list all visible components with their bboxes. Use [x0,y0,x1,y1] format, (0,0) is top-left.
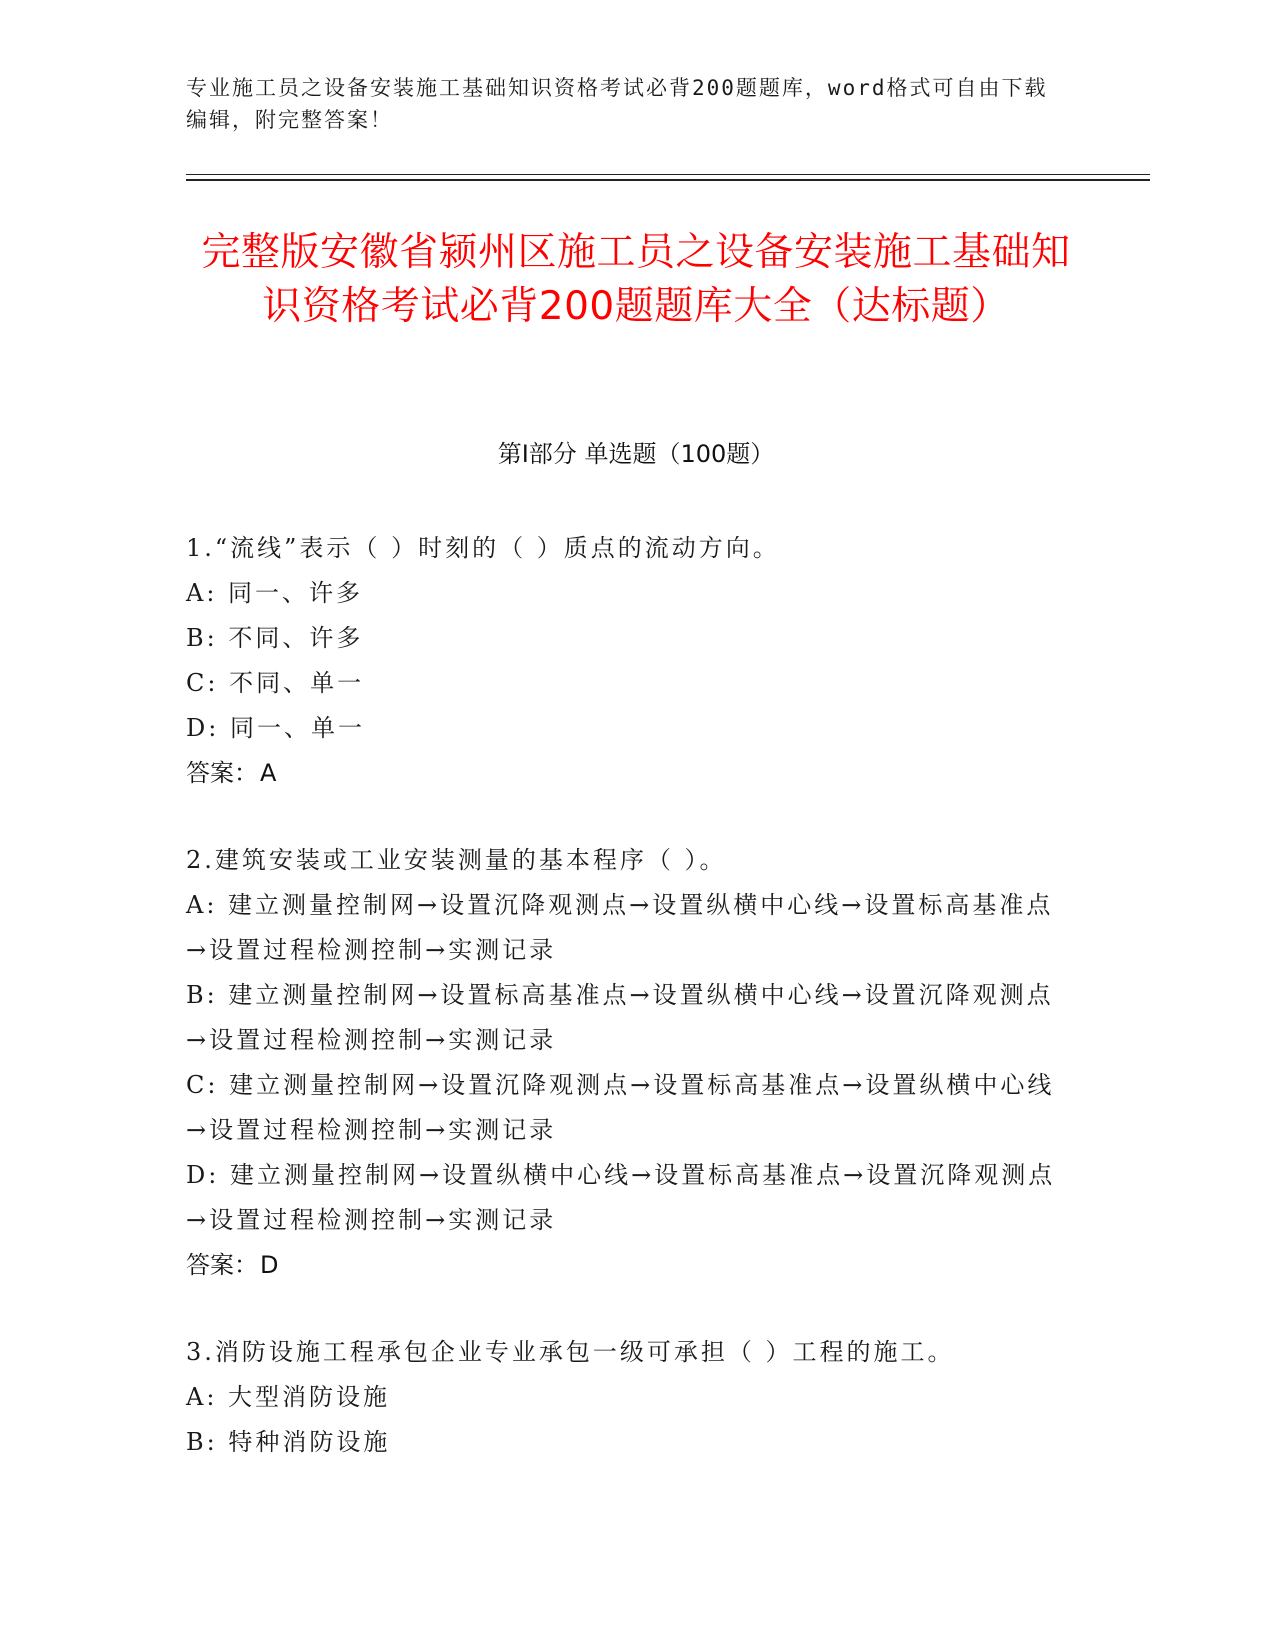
question-list [186,526,1066,1507]
answer-value: D [260,1251,279,1279]
answer-line [186,751,1066,796]
option-c: C: 不同、单一 [186,669,365,697]
option-c: C: 建立测量控制网→设置沉降观测点→设置标高基准点→设置纵横中心线→设置过程检测控制→实测记录 [186,1071,1055,1144]
option-d: D: 同一、单一 [186,714,365,742]
option-a: A: 同一、许多 [186,579,364,607]
question-stem: 3.消防设施工程承包企业专业承包一级可承担（ ）工程的施工。 [186,1338,955,1366]
option-b: B: 特种消防设施 [186,1428,391,1456]
question-stem: 1.“流线”表示（ ）时刻的（ ）质点的流动方向。 [186,534,780,562]
question-2 [186,838,1066,1288]
question-3 [186,1330,1066,1465]
option-a: A: 建立测量控制网→设置沉降观测点→设置纵横中心线→设置标高基准点→设置过程检测控制→实测记录 [186,891,1054,964]
answer-label: 答案： [186,1251,258,1279]
answer-line [186,1243,1066,1288]
answer-value: A [260,759,277,787]
question-stem: 2.建筑安装或工业安装测量的基本程序（ ）。 [186,846,727,874]
header-divider-thin [186,174,1150,175]
answer-label: 答案： [186,759,258,787]
option-d: D: 建立测量控制网→设置纵横中心线→设置标高基准点→设置沉降观测点→设置过程检测控制→实测记录 [186,1161,1056,1234]
option-b: B: 不同、许多 [186,624,364,652]
option-b: B: 建立测量控制网→设置标高基准点→设置纵横中心线→设置沉降观测点→设置过程检测控制→实测记录 [186,981,1054,1054]
header-note: 专业施工员之设备安装施工基础知识资格考试必背200题题库，word格式可自由下载编辑，附完整答案！ [186,76,1048,132]
section-title: 第Ⅰ部分 单选题（100题） [497,440,775,468]
question-1 [186,526,1066,796]
document-title: 完整版安徽省颍州区施工员之设备安装施工基础知识资格考试必背200题题库大全（达标题） [201,230,1071,329]
header-divider-thick [186,179,1150,181]
option-a: A: 大型消防设施 [186,1383,391,1411]
